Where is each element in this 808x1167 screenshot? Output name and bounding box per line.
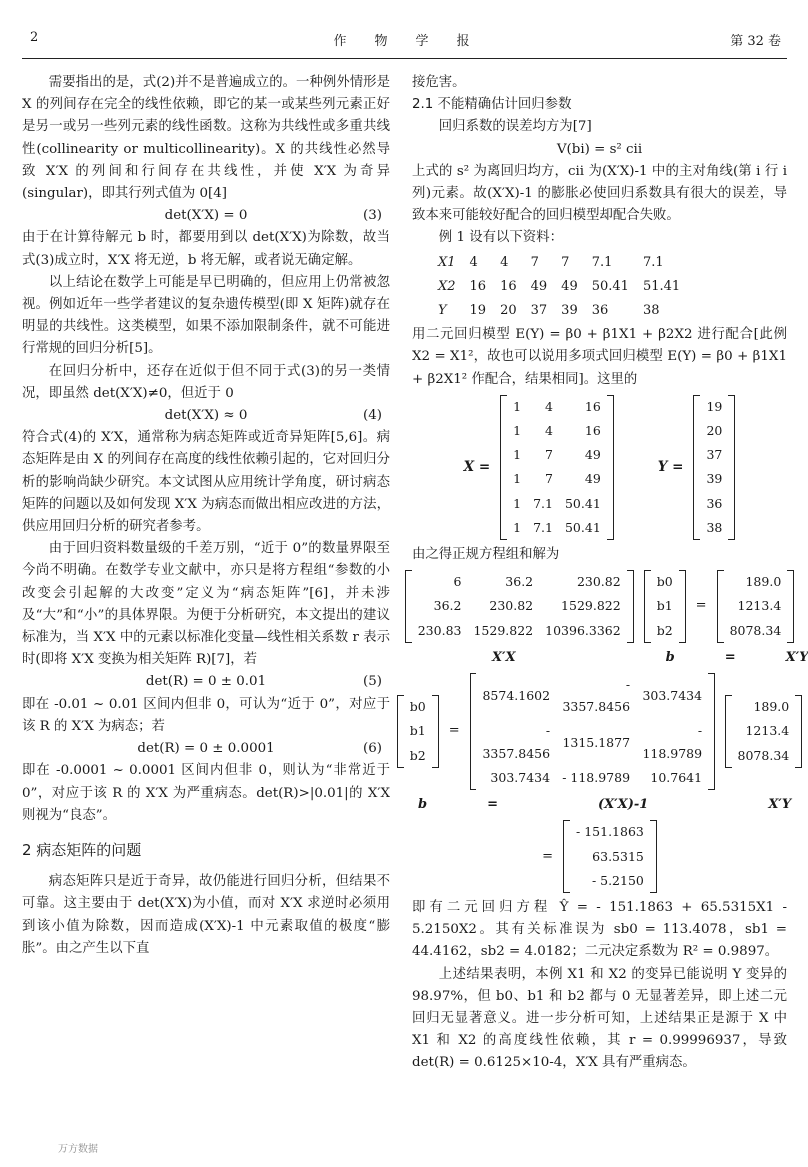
matrix-row: [570, 845, 650, 869]
matrix-row: [570, 869, 650, 893]
matrix-row: [700, 492, 728, 516]
matrix-cell: 10396.3362: [545, 622, 621, 638]
matrix-row: [732, 695, 796, 719]
equation-3: [22, 205, 390, 227]
matrix-row: [476, 673, 708, 719]
equation-text: det(X′X) = 0: [164, 208, 248, 224]
table-row: [438, 276, 692, 298]
label-xty: X′Y: [785, 649, 808, 665]
matrix-row: [404, 695, 432, 719]
variance-equation: [412, 139, 787, 161]
matrix-cell: 1529.822: [561, 598, 621, 614]
matrix-cell: b1: [656, 598, 673, 614]
matrix-row: [732, 744, 796, 768]
matrix-cell: 8078.34: [729, 622, 782, 638]
y-label: Y =: [657, 459, 684, 476]
matrix-cell: 8078.34: [737, 747, 790, 763]
paragraph: 由于回归资料数量级的千差万别，“近于 0”的数量界限至今尚不明确。在数学专业文献中，亦只是将方程组“参数的小改变会引起解的大改变”定义为“病态矩阵”[6]，并未涉及“大”和“小”的具体界限。为便于分析研究，本文提出的建议标准为，当 X′X 中的元素以标准化变量—线性相关系数 r 表示时(即将 X′X 变换为相关矩阵 R)[7]，若: [22, 541, 390, 668]
matrix-cell: 1: [513, 423, 522, 439]
table-cell: 38: [642, 303, 660, 319]
paragraph: 病态矩阵只是近于奇异，故仍能进行回归分析，但结果不可靠。这主要由于 det(X′X)为小值，而对 X′X 求逆时必须用到该小值为除数，因而造成(X′X)-1 中元素取值的极度“膨胀”。由之产生以下直: [22, 874, 390, 956]
matrix-cell: b2: [409, 747, 426, 763]
equation-text: det(X′X) ≈ 0: [164, 408, 248, 424]
header-rule: [22, 58, 787, 59]
matrix-row: [732, 719, 796, 743]
b-vector: [397, 695, 439, 768]
matrix-row: [651, 594, 679, 618]
equals-sign: =: [695, 598, 707, 614]
equation-6: [22, 738, 390, 760]
normal-equations-labels: [492, 647, 808, 669]
matrix-row: [476, 766, 708, 790]
paragraph: 回归系数的误差均方为[7]: [438, 119, 592, 135]
matrix-cell: - 151.1863: [576, 824, 644, 840]
equation-number: (6): [363, 741, 382, 757]
paragraph: 接危害。: [412, 75, 466, 90]
table-cell: 50.41: [591, 278, 629, 294]
paragraph: 上述结果表明，本例 X1 和 X2 的变异已能说明 Y 变异的 98.97%，但 b0、b1 和 b2 都与 0 无显著差异，即上述二元回归无显著意义。进一步分析可知，上述结果正是源于 X 中 X1 和 X2 的高度线性依赖，其 r = 0.99996937，导致 det(R) = 0.6125×10-4，X′X 具有严重病态。: [412, 966, 787, 1071]
matrix-cell: b0: [409, 699, 426, 715]
paragraph: 在回归分析中，还存在近似于但不同于式(3)的另一类情况，即虽然 det(X′X)≠0，但近于 0: [22, 363, 390, 401]
label-b: b: [665, 649, 675, 665]
table-cell: 51.41: [642, 278, 681, 294]
x-matrix: [500, 395, 614, 540]
matrix-row: [507, 395, 607, 419]
matrix-cell: 230.83: [417, 622, 462, 638]
matrix-row: [700, 419, 728, 443]
table-cell: 16: [500, 278, 517, 294]
label-xtx: X′X: [492, 649, 516, 665]
b-vector: [644, 570, 686, 643]
journal-title: 作物学报: [333, 34, 498, 49]
row-label: X1: [438, 254, 456, 270]
equation-5: [22, 671, 390, 693]
equation-number: (5): [363, 674, 382, 690]
matrix-row: [507, 516, 607, 540]
matrix-cell: 230.82: [489, 598, 534, 614]
matrix-cell: 1: [513, 398, 522, 414]
matrix-cell: 189.0: [745, 574, 782, 590]
data-table: [436, 250, 694, 325]
matrix-cell: 20: [706, 423, 723, 439]
paragraph: 即在 -0.01 ~ 0.01 区间内但非 0，可认为“近于 0”，对应于该 R 的 X′X 为病态；若: [22, 696, 390, 734]
matrix-row: [412, 619, 627, 643]
paragraph: 即有二元回归方程 Ŷ = - 151.1863 + 65.5315X1 - 5.2150X2。其有关标准误为 sb0 = 113.4078，sb1 = 44.4162，sb2 = 4.0182；二元决定系数为 R² = 0.9897。: [412, 899, 787, 960]
matrix-row: [700, 516, 728, 540]
matrix-cell: - 118.9789: [562, 769, 631, 785]
solution-equation: [409, 673, 790, 790]
matrix-cell: 50.41: [564, 495, 601, 511]
matrix-cell: 6: [453, 574, 462, 590]
matrix-cell: 8574.1602: [482, 688, 551, 704]
running-header: [0, 30, 803, 52]
paragraph: 用二元回归模型 E(Y) = β0 + β1X1 + β2X2 进行配合[此例 X2 = X1²，故也可以说用多项式回归模型 E(Y) = β0 + β1X1 + β2X1² 作配合，结果相同]。这里的: [412, 327, 787, 387]
matrix-cell: 49: [584, 447, 601, 463]
matrix-cell: - 3357.8456: [562, 677, 631, 715]
subsection-heading: 2.1 不能精确估计回归参数: [412, 97, 572, 113]
equation-text: det(R) = 0 ± 0.01: [145, 674, 267, 690]
matrix-cell: 36.2: [505, 574, 534, 590]
matrix-row: [724, 570, 788, 594]
matrix-cell: 4: [545, 398, 553, 414]
matrix-cell: 19: [706, 398, 723, 414]
equation-4: [22, 405, 390, 427]
matrix-cell: 49: [584, 471, 601, 487]
matrix-cell: 189.0: [753, 699, 790, 715]
table-cell: 49: [530, 278, 548, 294]
equals-sign: =: [448, 723, 460, 739]
paragraph: 需要指出的是，式(2)并不是普遍成立的。一种例外情形是 X 的列间存在完全的线性依赖，即它的某一或某些列元素正好是另一或另一些列元素的线性函数。这称为共线性或多重共线性(collinearity or multicollinearity)。X 的共线性必然导致 X′X 的列间和行间存在共线性，并使 X′X 为奇异(singular)，即其行列式值为 0[4]: [22, 75, 390, 202]
x-label: X =: [463, 459, 491, 476]
matrix-row: [404, 719, 432, 743]
label-equals: =: [724, 649, 736, 665]
matrix-row: [651, 619, 679, 643]
matrix-cell: 303.7434: [490, 769, 551, 785]
xtx-matrix: [405, 570, 634, 643]
table-cell: 4: [500, 254, 509, 270]
table-cell: 36: [591, 303, 609, 319]
design-matrices: [412, 395, 787, 540]
matrix-cell: 230.82: [576, 574, 621, 590]
matrix-cell: - 5.2150: [591, 872, 644, 888]
matrix-row: [700, 443, 728, 467]
matrix-cell: 63.5315: [592, 848, 644, 864]
matrix-cell: 36.2: [433, 598, 462, 614]
matrix-row: [724, 619, 788, 643]
table-cell: 39: [561, 303, 578, 319]
equation-text: det(R) = 0 ± 0.0001: [137, 741, 275, 757]
paragraph: 由于在计算待解元 b 时，都要用到以 det(X′X)为除数，故当式(3)成立时，X′X 将无逆，b 将无解，或者说无确定解。: [22, 230, 390, 268]
matrix-cell: 37: [706, 447, 723, 463]
matrix-row: [507, 419, 607, 443]
matrix-cell: 1529.822: [473, 622, 534, 638]
table-cell: 7.1: [591, 254, 613, 270]
matrix-cell: 38: [706, 519, 723, 535]
matrix-row: [507, 443, 607, 467]
matrix-cell: 16: [584, 398, 601, 414]
row-label: X2: [438, 278, 456, 294]
matrix-cell: 1315.1877: [562, 734, 631, 750]
matrix-cell: 1: [513, 471, 522, 487]
page-number: 2: [30, 30, 39, 45]
matrix-row: [507, 467, 607, 491]
table-cell: 49: [561, 278, 578, 294]
table-cell: 7: [561, 254, 570, 270]
matrix-row: [700, 395, 728, 419]
row-label: Y: [438, 303, 447, 319]
label-equals: =: [487, 797, 498, 813]
xty-vector: [725, 695, 803, 768]
paragraph: 由之得正规方程组和解为: [412, 547, 560, 563]
volume-label: 第 32 卷: [730, 34, 781, 49]
matrix-cell: 1: [513, 447, 522, 463]
matrix-cell: 303.7434: [642, 688, 703, 704]
matrix-cell: 7.1: [533, 495, 553, 511]
matrix-row: [476, 719, 708, 765]
equation-number: (4): [363, 408, 382, 424]
inverse-matrix: [470, 673, 715, 790]
matrix-row: [724, 594, 788, 618]
matrix-row: [700, 467, 728, 491]
label-xty: X′Y: [768, 797, 792, 813]
watermark: 万方数据: [58, 1144, 98, 1155]
matrix-cell: - 118.9789: [642, 723, 703, 761]
matrix-row: [412, 594, 627, 618]
result-vector: [563, 820, 657, 893]
matrix-cell: 16: [584, 423, 601, 439]
matrix-cell: 1213.4: [745, 723, 790, 739]
table-cell: 7.1: [642, 254, 664, 270]
paragraph: 符合式(4)的 X′X，通常称为病态矩阵或近奇异矩阵[5,6]。病态矩阵是由 X 的列间存在高度的线性依赖引起的，它对回归分析的影响尚缺少研究。本文试图从应用统计学角度，研讨病态矩阵的问题以及如何发现 X′X 为病态而做出相应改进的方法，供应用回归分析的研究者参考。: [22, 430, 390, 535]
label-b: b: [418, 797, 428, 813]
equation-number: (3): [363, 208, 382, 224]
matrix-cell: 1: [513, 519, 522, 535]
matrix-cell: 50.41: [564, 519, 601, 535]
matrix-row: [404, 744, 432, 768]
matrix-cell: 36: [706, 495, 723, 511]
matrix-cell: 1: [513, 495, 522, 511]
label-inverse: (X′X)-1: [598, 797, 649, 813]
table-row: [438, 252, 692, 274]
normal-equations: [412, 570, 787, 643]
table-row: [438, 300, 692, 322]
matrix-cell: - 3357.8456: [482, 723, 551, 761]
matrix-cell: b2: [656, 622, 673, 638]
matrix-row: [507, 492, 607, 516]
example-heading: 例 1 设有以下资料：: [438, 230, 563, 246]
matrix-cell: b1: [409, 723, 426, 739]
matrix-row: [412, 570, 627, 594]
equation-text: V(bi) = s² cii: [556, 141, 643, 157]
equals-sign: =: [542, 848, 554, 864]
table-cell: 37: [530, 303, 548, 319]
paragraph: 以上结论在数学上可能是早已明确的，但应用上仍常被忽视。例如近年一些学者建议的复杂遗传模型(即 X 矩阵)就存在明显的共线性。这类模型，如果不添加限制条件，就不可能进行常规的回归分析[5]。: [22, 274, 390, 357]
table-cell: 19: [469, 303, 487, 319]
matrix-cell: 4: [545, 423, 553, 439]
result-vector-row: [412, 820, 787, 893]
table-cell: 20: [500, 303, 517, 319]
y-matrix: [693, 395, 735, 540]
matrix-cell: 39: [706, 471, 723, 487]
paragraph: 即在 -0.0001 ~ 0.0001 区间内但非 0，则认为“非常近于 0”，对应于该 R 的 X′X 为严重病态。det(R)>|0.01|的 X′X 则视为“良态”。: [22, 763, 390, 823]
table-cell: 4: [469, 254, 478, 270]
solution-labels: [418, 794, 792, 816]
matrix-cell: 7: [545, 447, 553, 463]
paragraph: 上式的 s² 为离回归均方，cii 为(X′X)-1 中的主对角线(第 i 行 i 列)元素。故(X′X)-1 的膨胀必使回归系数具有很大的误差，导致本来可能较好配合的回归模型却配合失败。: [412, 163, 787, 224]
matrix-cell: b0: [656, 574, 673, 590]
matrix-cell: 10.7641: [650, 769, 703, 785]
matrix-row: [651, 570, 679, 594]
matrix-row: [570, 820, 650, 844]
right-column: [409, 72, 808, 1075]
matrix-cell: 7: [545, 471, 553, 487]
matrix-cell: 7.1: [533, 519, 553, 535]
xty-vector: [717, 570, 795, 643]
table-cell: 7: [530, 254, 539, 270]
matrix-cell: 1213.4: [737, 598, 782, 614]
left-column: [22, 72, 390, 960]
table-cell: 16: [469, 278, 487, 294]
section-heading: 2 病态矩阵的问题: [22, 840, 142, 859]
